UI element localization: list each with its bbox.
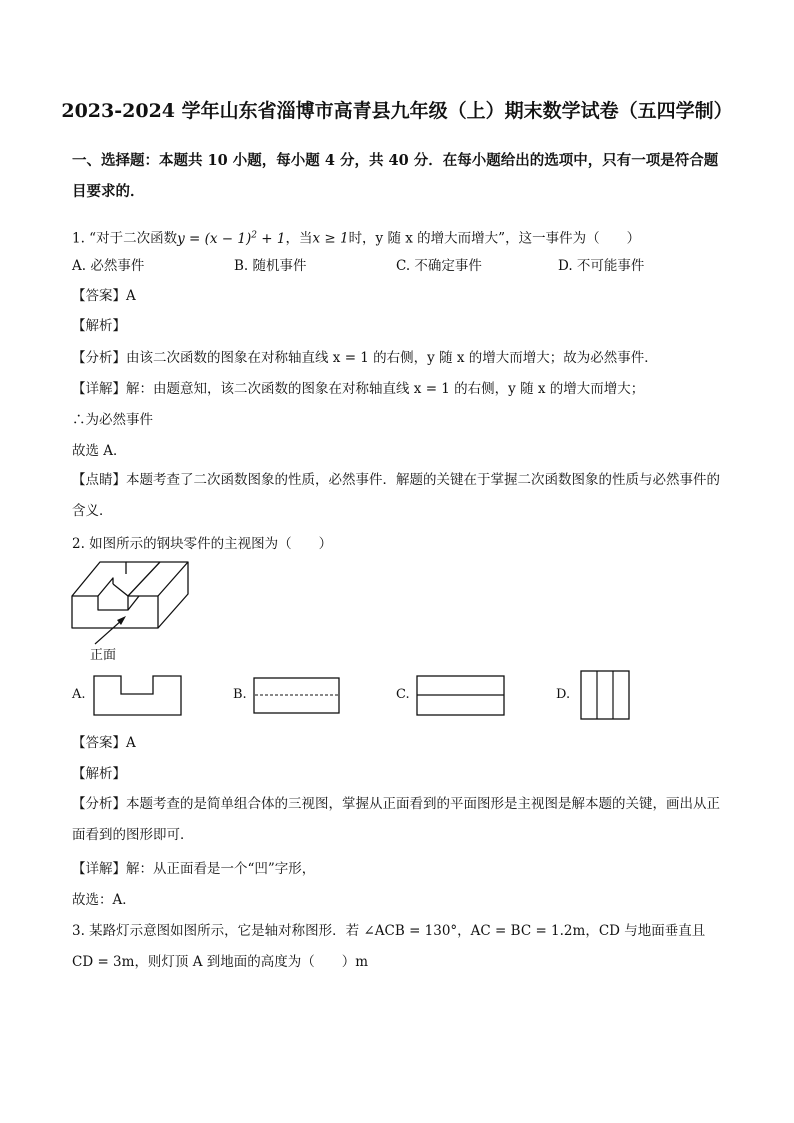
question-1-stem	[72, 224, 640, 250]
front-arrow-icon	[90, 612, 130, 648]
q1-stem-mid: ，当	[285, 230, 313, 247]
page-title: 2023-2024 学年山东省淄博市高青县九年级（上）期末数学试卷（五四学制）	[61, 100, 733, 122]
q1-formula: $y = (x - 1)^2 + 1$	[177, 230, 286, 247]
q1-dianjing: 【点睛】本题考查了二次函数图象的性质，必然事件．解题的关键在于掌握二次函数图象的性质与必然事件的含义．	[72, 472, 720, 519]
q1-choose: 故选 A．	[72, 443, 127, 459]
question-2-stem: 2. 如图所示的钢块零件的主视图为（ ）	[72, 536, 333, 552]
q1-condition: x ≥ 1	[312, 230, 349, 247]
section-heading: 一、选择题：本题共 10 小题，每小题 4 分，共 40 分．在每小题给出的选项中，只有一项是符合题目要求的．	[72, 152, 719, 200]
q1-stem-pre: 1. “对于二次函数	[72, 230, 178, 247]
q1-stem-post: 时，y 随 x 的增大而增大”，这一事件为（ ）	[348, 230, 641, 247]
q1-analysis-label: 【解析】	[72, 318, 126, 334]
q1-option-a: A. 必然事件	[72, 258, 145, 274]
q2-option-b-shape	[253, 677, 341, 715]
q1-fenxi: 【分析】由该二次函数的图象在对称轴直线 x = 1 的右侧，y 随 x 的增大而增大；故为必然事件．	[72, 350, 658, 366]
q2-option-a-label: A.	[72, 687, 86, 702]
q2-choose: 故选：A．	[72, 892, 136, 908]
question-3-stem-line-1: 3. 某路灯示意图如图所示，它是轴对称图形．若 ∠ACB = 130°，AC = BC = 1.2m，CD 与地面垂直且	[72, 923, 706, 939]
q2-answer: 【答案】A	[72, 735, 136, 751]
q2-steel-block-figure	[68, 558, 198, 642]
q1-option-c: C. 不确定事件	[396, 258, 482, 274]
q2-option-d-shape	[580, 670, 632, 722]
q2-option-a-shape	[93, 675, 183, 717]
q2-option-d-label: D.	[556, 687, 571, 702]
q1-option-d: D. 不可能事件	[558, 258, 645, 274]
question-3-stem-line-2: CD = 3m，则灯顶 A 到地面的高度为（ ）m	[72, 954, 369, 970]
q2-option-b-label: B.	[233, 687, 247, 702]
q1-answer: 【答案】A	[72, 288, 136, 304]
q2-option-c-shape	[416, 675, 506, 717]
q2-fenxi: 【分析】本题考查的是简单组合体的三视图，掌握从正面看到的平面图形是主视图是解本题的关键，画出从正面看到的图形即可．	[72, 796, 720, 843]
q1-option-b: B. 随机事件	[234, 258, 307, 274]
q1-xiangjie: 【详解】解：由题意知，该二次函数的图象在对称轴直线 x = 1 的右侧，y 随 x 的增大而增大；	[72, 381, 645, 397]
front-label: 正面	[90, 648, 117, 663]
q1-therefore: ∴为必然事件	[72, 412, 153, 428]
q2-analysis-label: 【解析】	[72, 766, 126, 782]
q2-option-c-label: C.	[396, 687, 410, 702]
q2-xiangjie: 【详解】解：从正面看是一个“凹”字形，	[72, 861, 316, 877]
